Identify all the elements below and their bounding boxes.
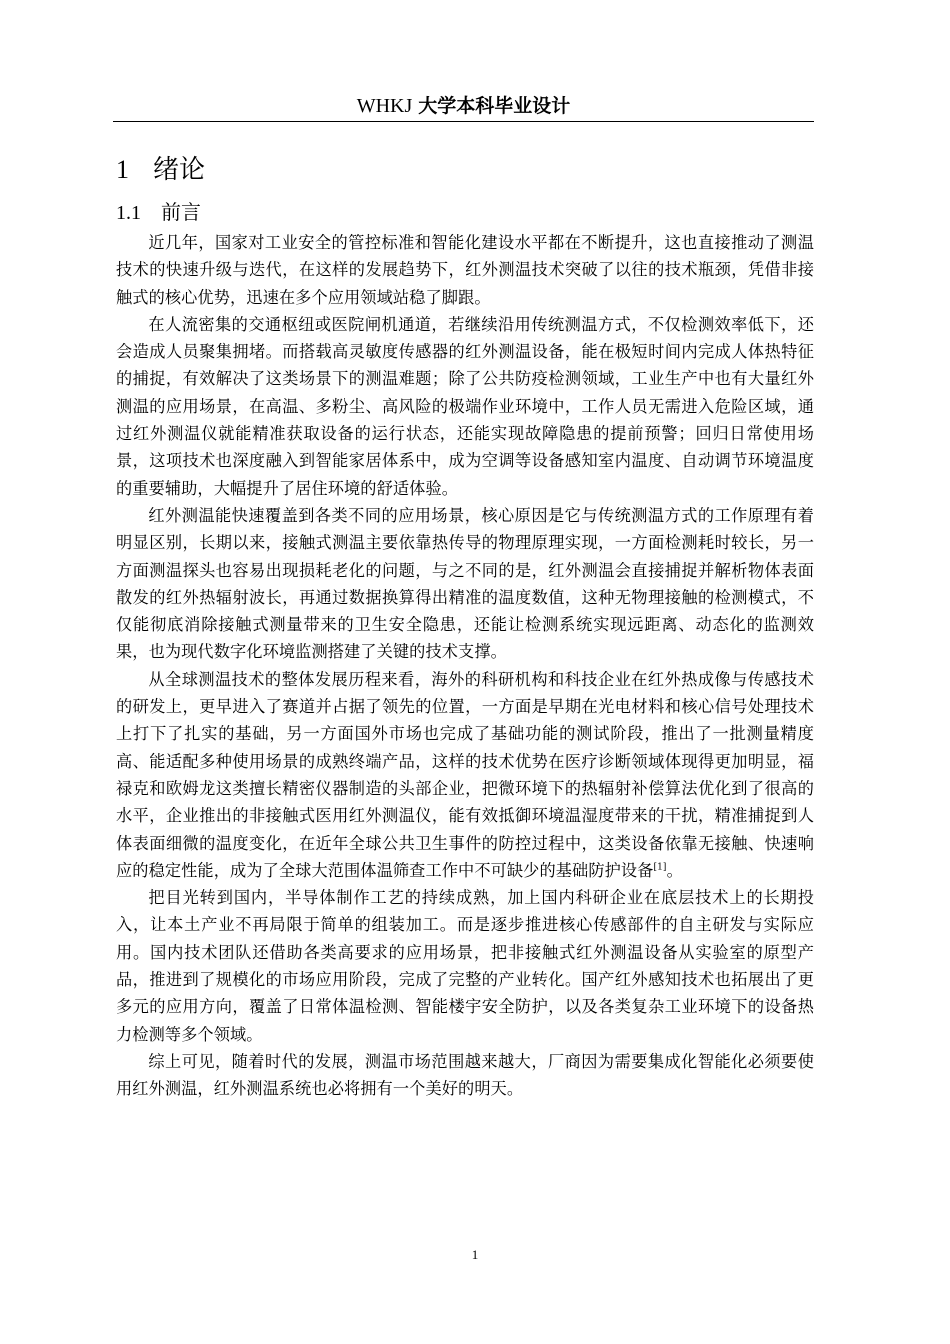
paragraph-4-text: 从全球测温技术的整体发展历程来看，海外的科研机构和科技企业在红外热成像与传感技术的研发上，更早进入了赛道并占据了领先的位置，一方面是早期在光电材料和核心信号处理技术上打下了扎实的基础，另一方面国外市场也完成了基础功能的测试阶段，推出了一批测量精度高、能适配多种使用场景的成熟终端产品，这样的技术优势在医疗诊断领域体现得更加明显，福禄克和欧姆龙这类擅长精密仪器制造的头部企业，把微环境下的热辐射补偿算法优化到了很高的水平，企业推出的非接触式医用红外测温仪，能有效抵御环境温湿度带来的干扰，精准捕捉到人体表面细微的温度变化，在近年全球公共卫生事件的防控过程中，这类设备依靠无接触、快速响应的稳定性能，成为了全球大范围体温筛查工作中不可缺少的基础防护设备: [116, 669, 814, 880]
page-number: 1: [471, 1247, 479, 1262]
paragraph-4: [116, 666, 814, 884]
header-divider: [113, 121, 814, 122]
paragraph-4-end: 。: [666, 860, 683, 880]
paragraph-6: 综上可见，随着时代的发展，测温市场范围越来越大，厂商因为需要集成化智能化必须要使用红外测温，红外测温系统也必将拥有一个美好的明天。: [116, 1051, 814, 1099]
header-subtitle: 大学本科毕业设计: [418, 95, 571, 117]
chapter-title-text: 绪论: [153, 155, 206, 185]
paragraph-5: 把目光转到国内，半导体制作工艺的持续成熟，加上国内科研企业在底层技术上的长期投入，让本土产业不再局限于简单的组装加工。而是逐步推进核心传感部件的自主研发与实际应用。国内技术团队还借助各类高要求的应用场景，把非接触式红外测温设备从实验室的原型产品，推进到了规模化的市场应用阶段，完成了完整的产业转化。国产红外感知技术也拓展出了更多元的应用方向，覆盖了日常体温检测、智能楼宇安全防护，以及各类复杂工业环境下的设备热力检测等多个领域。: [116, 888, 814, 1044]
paragraph-2: 在人流密集的交通枢纽或医院闸机通道，若继续沿用传统测温方式，不仅检测效率低下，还会造成人员聚集拥堵。而搭载高灵敏度传感器的红外测温设备，能在极短时间内完成人体热特征的捕捉，有效解决了这类场景下的测温难题；除了公共防疫检测领域，工业生产中也有大量红外测温的应用场景，在高温、多粉尘、高风险的极端作业环境中，工作人员无需进入危险区域，通过红外测温仪就能精准获取设备的运行状态，还能实现故障隐患的提前预警；回归日常使用场景，这项技术也深度融入到智能家居体系中，成为空调等设备感知室内温度、自动调节环境温度的重要辅助，大幅提升了居住环境的舒适体验。: [116, 314, 814, 498]
paragraph-3: 红外测温能快速覆盖到各类不同的应用场景，核心原因是它与传统测温方式的工作原理有着明显区别，长期以来，接触式测温主要依靠热传导的物理原理实现，一方面检测耗时较长，另一方面测温探头也容易出现损耗老化的问题，与之不同的是，红外测温会直接捕捉并解析物体表面散发的红外热辐射波长，再通过数据换算得出精准的温度数值，这种无物理接触的检测模式，不仅能彻底消除接触式测量带来的卫生安全隐患，还能让检测系统实现远距离、动态化的监测效果，也为现代数字化环境监测搭建了关键的技术支撑。: [116, 505, 814, 662]
chapter-title: [116, 150, 205, 190]
section-title: [116, 197, 201, 228]
section-title-text: 前言: [161, 200, 201, 224]
paragraph-1: 近几年，国家对工业安全的管控标准和智能化建设水平都在不断提升，这也直接推动了测温技术的快速升级与迭代，在这样的发展趋势下，红外测温技术突破了以往的技术瓶颈，凭借非接触式的核心优势，迅速在多个应用领域站稳了脚跟。: [116, 233, 814, 307]
header-school-code: WHKJ: [356, 95, 413, 117]
citation-reference: [1]: [653, 862, 667, 873]
body-text: [116, 229, 814, 1103]
chapter-number: 1: [116, 155, 129, 184]
section-number: 1.1: [116, 202, 141, 224]
page-header: [113, 92, 814, 120]
